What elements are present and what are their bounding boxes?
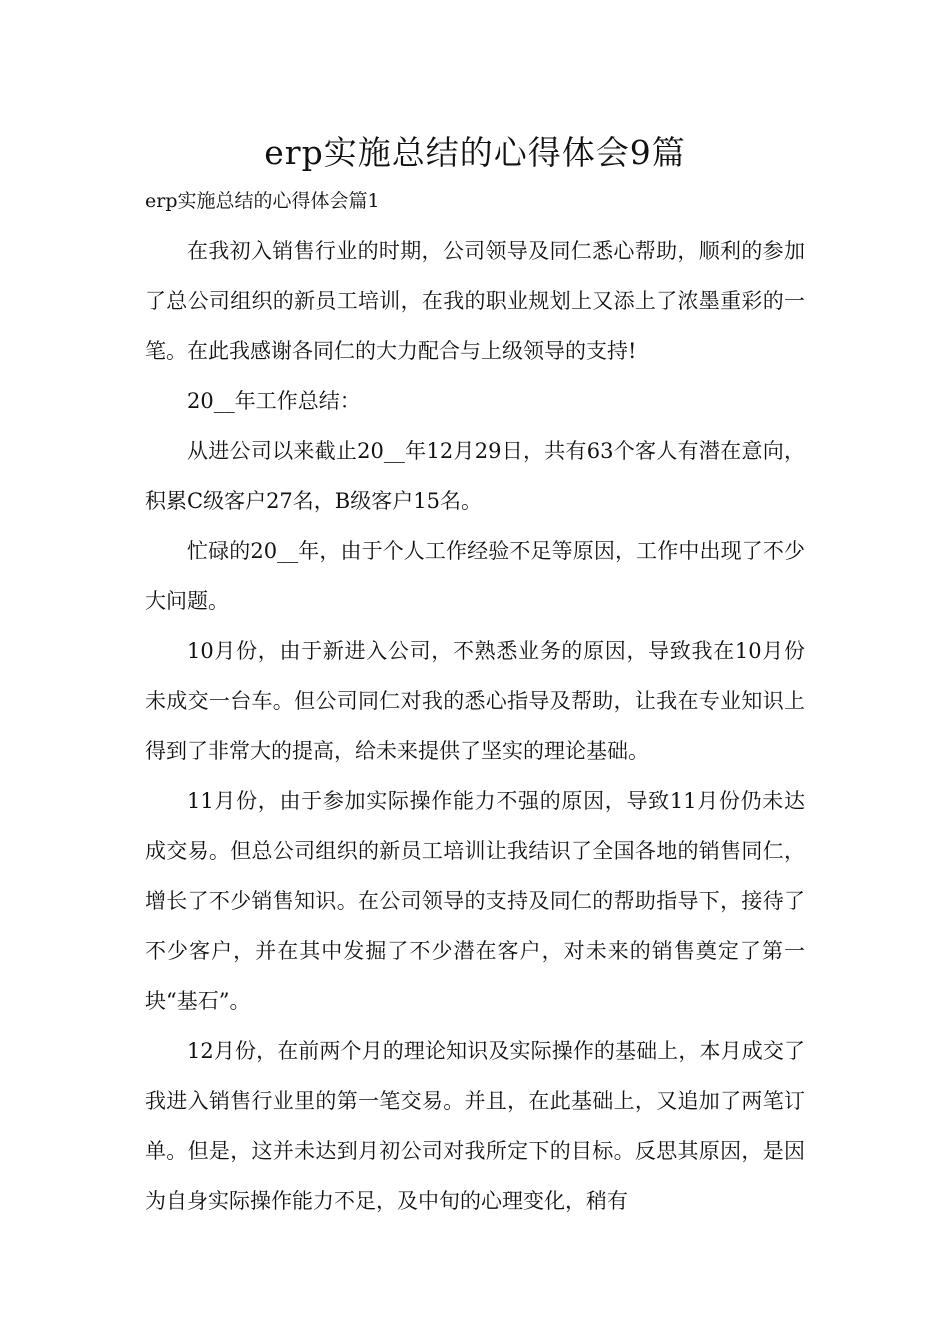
paragraph: 忙碌的20__年，由于个人工作经验不足等原因，工作中出现了不少大问题。 [145,539,805,613]
paragraph: 11月份，由于参加实际操作能力不强的原因，导致11月份仍未达成交易。但总公司组织的新员工培训让我结识了全国各地的销售同仁，增长了不少销售知识。在公司领导的支持及同仁的帮助指导下，接待了不少客户，并在其中发掘了不少潜在客户，对未来的销售奠定了第一块“基石”。 [145,789,805,1013]
document-title: erp实施总结的心得体会9篇 [264,133,686,172]
paragraph: 在我初入销售行业的时期，公司领导及同仁悉心帮助，顺利的参加了总公司组织的新员工培训，在我的职业规划上又添上了浓墨重彩的一笔。在此我感谢各同仁的大力配合与上级领导的支持! [145,239,805,363]
paragraph: 10月份，由于新进入公司，不熟悉业务的原因，导致我在10月份未成交一台车。但公司同仁对我的悉心指导及帮助，让我在专业知识上得到了非常大的提高，给未来提供了坚实的理论基础。 [145,639,805,763]
paragraph: 20__年工作总结： [187,389,361,413]
document-subtitle: erp实施总结的心得体会篇1 [145,190,380,212]
paragraph: 从进公司以来截止20__年12月29日，共有63个客人有潜在意向，积累C级客户27名，B级客户15名。 [145,439,805,513]
document-body [145,226,805,1226]
paragraph: 12月份，在前两个月的理论知识及实际操作的基础上，本月成交了我进入销售行业里的第一笔交易。并且，在此基础上，又追加了两笔订单。但是，这并未达到月初公司对我所定下的目标。反思其原因，是因为自身实际操作能力不足，及中旬的心理变化，稍有 [145,1039,805,1213]
